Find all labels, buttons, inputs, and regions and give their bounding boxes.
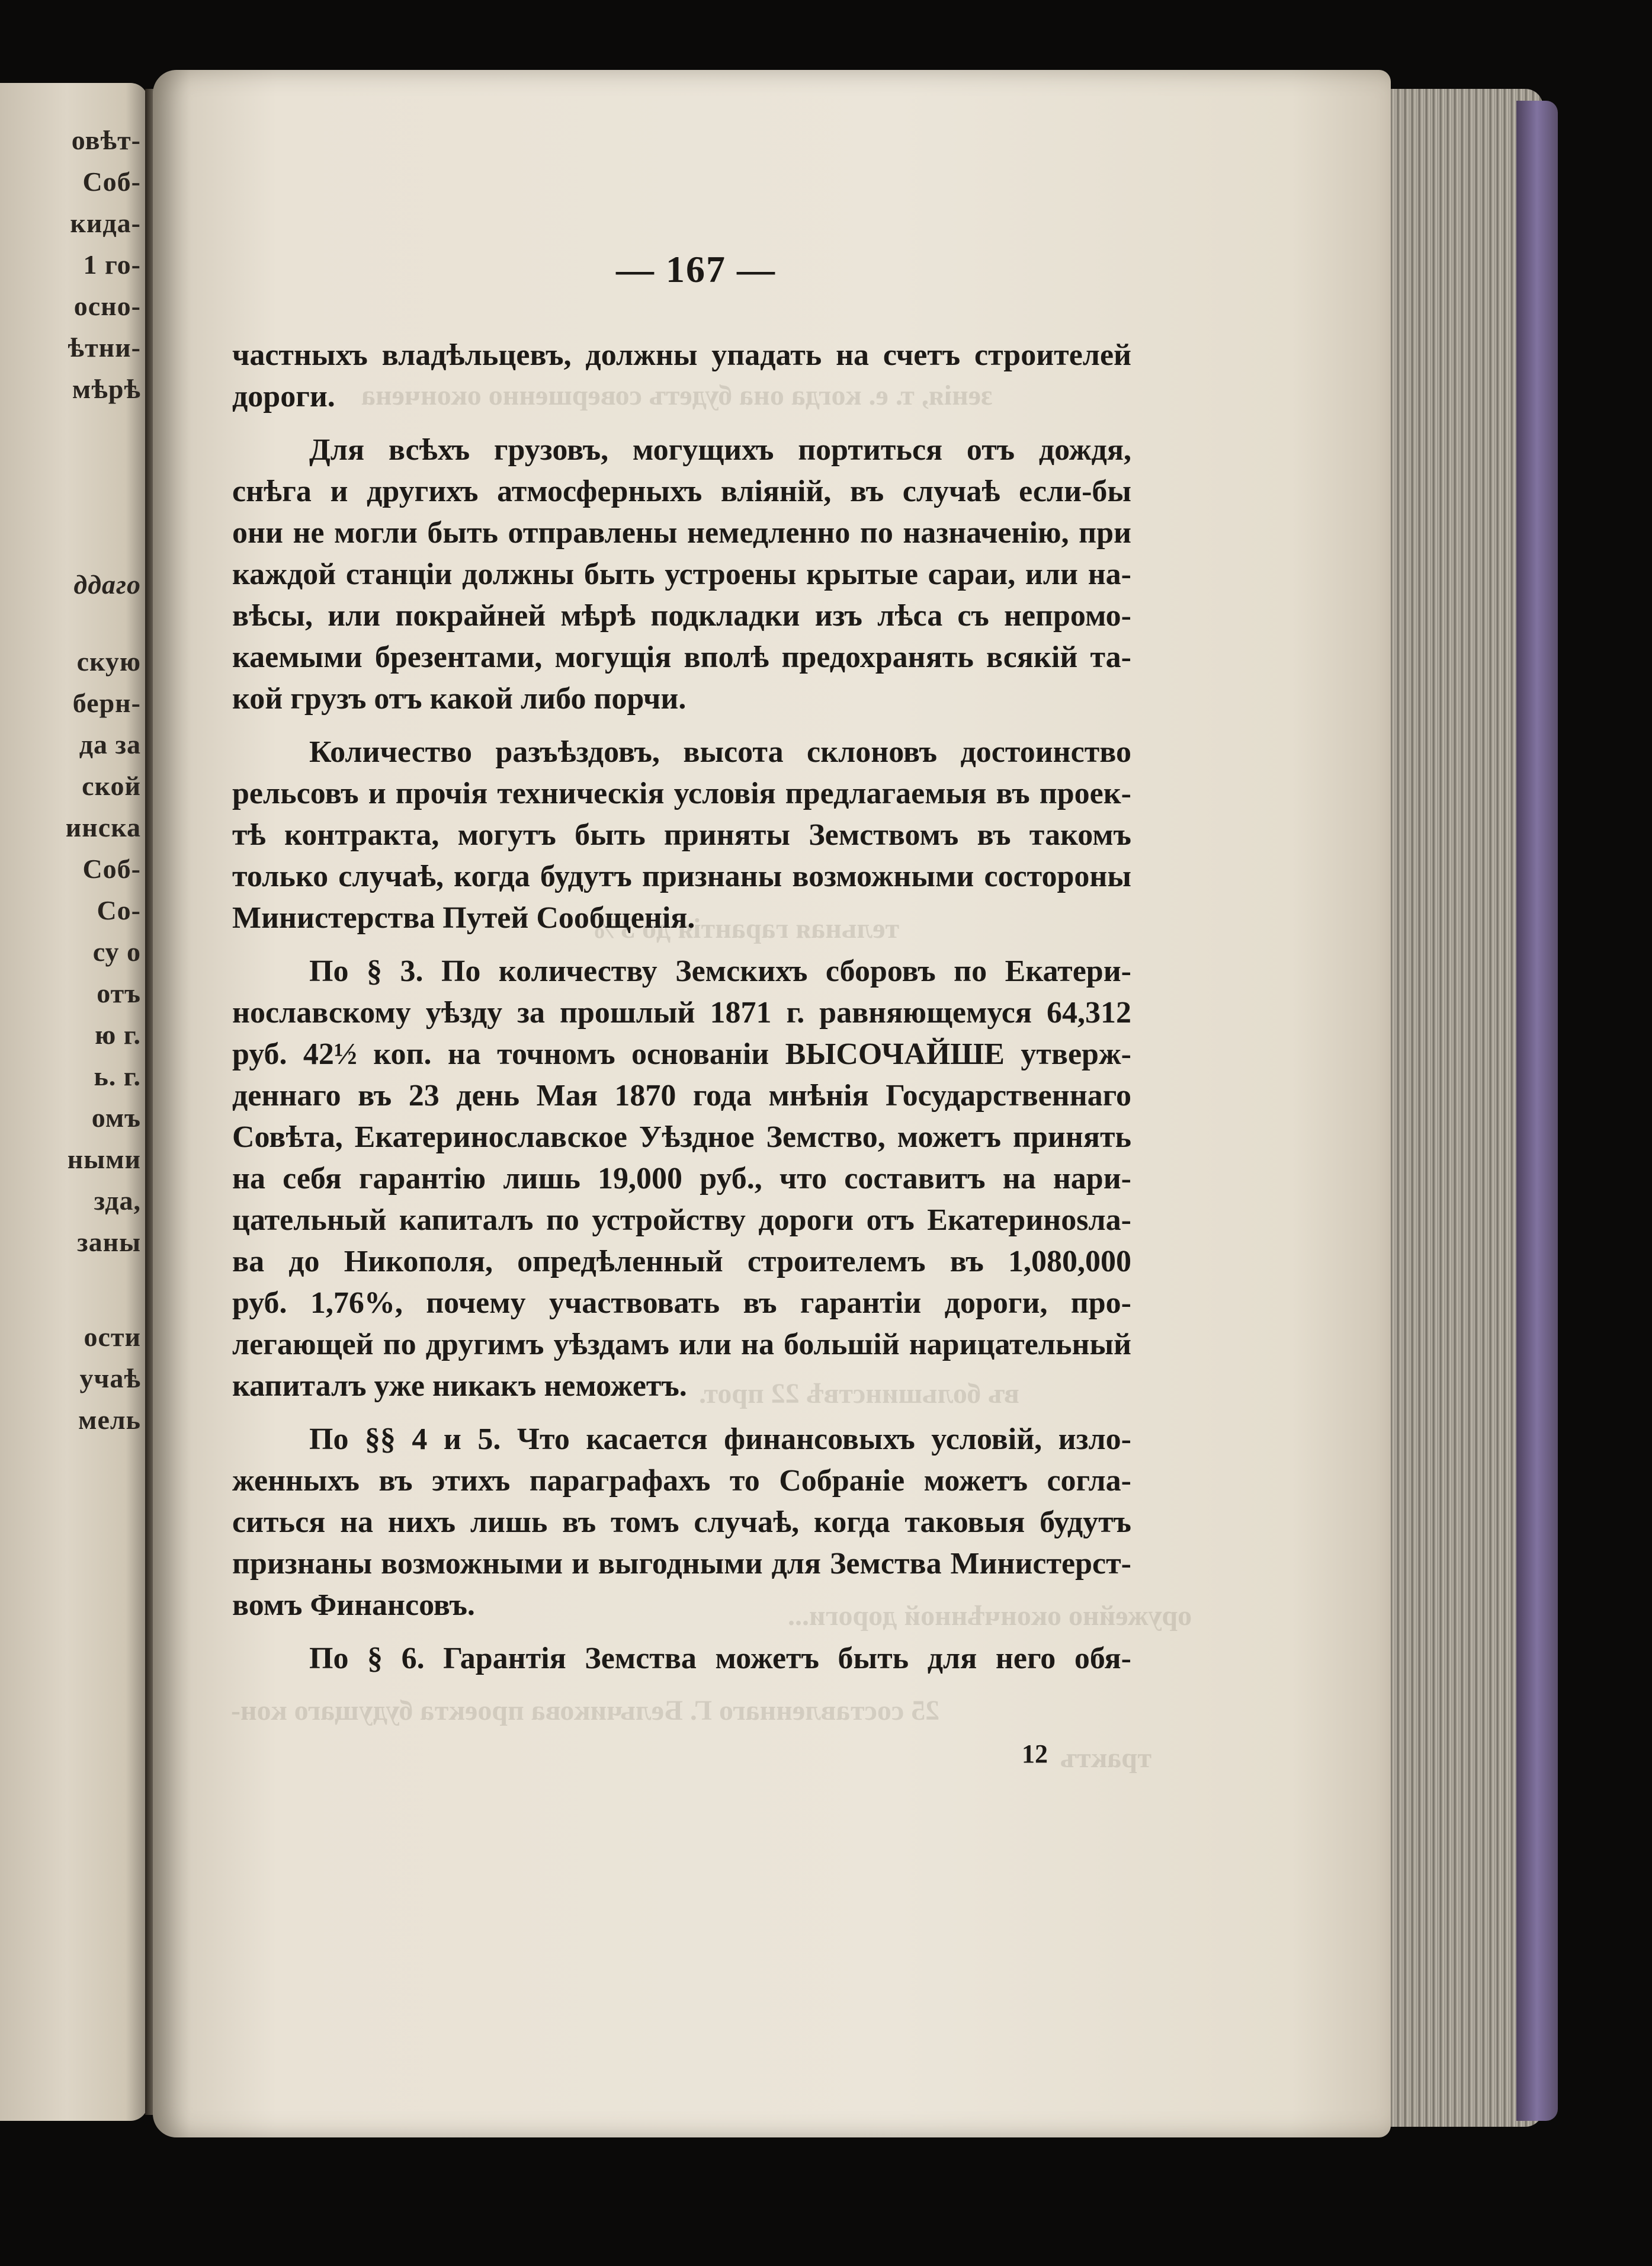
text-line: снѣга и другихъ атмосферныхъ вліяній, въ случаѣ если-бы bbox=[232, 475, 1131, 508]
text-line: капиталъ уже никакъ неможетъ. bbox=[232, 1369, 687, 1403]
bleed-through-line: тельная гарантія до 3% bbox=[592, 913, 900, 944]
text-line: Количество разъѣздовъ, высота склоновъ достоинство bbox=[309, 735, 1131, 769]
left-page-line: кида- bbox=[70, 208, 141, 238]
left-page-line: 1 го- bbox=[83, 249, 141, 280]
text-line: Для всѣхъ грузовъ, могущихъ портиться отъ дождя, bbox=[309, 433, 1131, 467]
text-line: тѣ контракта, могутъ быть приняты Земствомъ въ такомъ bbox=[232, 818, 1131, 852]
text-line: признаны возможными и выгодными для Земства Министерст- bbox=[232, 1547, 1131, 1581]
text-line: рельсовъ и прочія техническія условія предлагаемыя въ проек- bbox=[232, 777, 1131, 810]
left-page-line: осно- bbox=[73, 291, 141, 321]
book-cover-edge bbox=[1516, 101, 1558, 2121]
left-page-line: зда, bbox=[94, 1185, 141, 1216]
left-page-line: омъ bbox=[91, 1102, 141, 1133]
text-line: деннаго въ 23 день Мая 1870 года мнѣнія Государственнаго bbox=[232, 1079, 1131, 1113]
left-page-line: да за bbox=[79, 729, 141, 759]
left-page-line: овѣт- bbox=[71, 125, 141, 155]
left-page-line: берн- bbox=[72, 688, 141, 718]
left-page-line: мѣрѣ bbox=[72, 374, 141, 404]
text-line: ва до Никополя, опредѣленный строителемъ въ 1,080,000 bbox=[232, 1245, 1131, 1278]
text-line: руб. 42½ коп. на точномъ основаніи ВЫСОЧАЙШЕ утверж- bbox=[232, 1037, 1131, 1071]
left-page-line: ддаго bbox=[73, 569, 141, 600]
text-line: кой грузъ отъ какой либо порчи. bbox=[232, 682, 687, 716]
left-page-line: Со- bbox=[97, 895, 141, 925]
bleed-through-line: оружейно окончѣнной дороги... bbox=[788, 1600, 1192, 1632]
text-line: По § 3. По количеству Земскихъ сборовъ по Екатери- bbox=[309, 954, 1131, 988]
text-line: легающей по другимъ уѣздамъ или на большій нарицательный bbox=[232, 1328, 1131, 1361]
text-line: частныхъ владѣльцевъ, должны упадать на счетъ строителей bbox=[232, 338, 1131, 372]
left-page-line: Соб- bbox=[82, 166, 141, 197]
text-line: только случаѣ, когда будутъ признаны возможными состороны bbox=[232, 860, 1131, 893]
left-page-line: ными bbox=[67, 1144, 141, 1174]
text-line: руб. 1,76%, почему участвовать въ гарантіи дороги, про- bbox=[232, 1286, 1131, 1320]
left-page-line: учаѣ bbox=[79, 1363, 141, 1393]
left-page-line: су о bbox=[92, 937, 141, 967]
left-page-line: Соб- bbox=[82, 854, 141, 884]
text-line: вомъ Финансовъ. bbox=[232, 1588, 475, 1622]
text-line: цательный капиталъ по устройству дороги отъ Екатеринosла- bbox=[232, 1203, 1131, 1237]
left-page-line: ь. г. bbox=[94, 1061, 141, 1091]
text-line: дороги. bbox=[232, 380, 335, 414]
left-page-line: инска bbox=[65, 812, 141, 842]
left-page-line: ости bbox=[84, 1322, 141, 1352]
text-line: Совѣта, Екатеринославское Уѣздное Земство, можетъ принять bbox=[232, 1120, 1131, 1154]
left-page-line: заны bbox=[77, 1227, 141, 1257]
signature-mark: 12 bbox=[1022, 1739, 1048, 1768]
text-line: Министерства Путей Сообщенія. bbox=[232, 901, 695, 935]
text-line: каемыми брезентами, могущія вполѣ предохранять всякій та- bbox=[232, 640, 1131, 674]
left-page-line: мель bbox=[78, 1405, 141, 1435]
left-page-line: ю г. bbox=[95, 1020, 141, 1050]
left-page-line: скую bbox=[76, 646, 141, 677]
bleed-through-line: зенія, т. е. когда она будетъ совершенно окончена bbox=[361, 380, 993, 411]
text-line: на себя гарантію лишь 19,000 руб., что составитъ на нари- bbox=[232, 1162, 1131, 1196]
text-line: По §§ 4 и 5. Что касается финансовыхъ условій, изло- bbox=[309, 1422, 1131, 1456]
text-line: ситься на нихъ лишь въ томъ случаѣ, когда таковыя будутъ bbox=[232, 1505, 1131, 1539]
text-line: По § 6. Гарантія Земства можетъ быть для него обя- bbox=[309, 1642, 1131, 1675]
text-line: каждой станціи должны быть устроены крытые сараи, или на- bbox=[232, 557, 1131, 591]
left-page-line: отъ bbox=[97, 978, 141, 1008]
page-number: — 167 — bbox=[616, 248, 776, 290]
left-facing-page bbox=[0, 83, 148, 2121]
text-line: они не могли быть отправлены немедленно по назначенію, при bbox=[232, 516, 1131, 550]
bleed-through-line: трактъ bbox=[1060, 1742, 1152, 1774]
text-line: вѣсы, или покрайней мѣрѣ подкладки изъ лѣса съ непромо- bbox=[232, 599, 1131, 633]
text-line: нославскому уѣзду за прошлый 1871 г. равняющемуся 64,312 bbox=[232, 996, 1131, 1030]
left-page-line: ѣтни- bbox=[68, 332, 141, 363]
bleed-through-line: 25 составленнаго Г. Бельчикова проекта будущаго кон- bbox=[231, 1695, 940, 1726]
left-page-line: ской bbox=[82, 771, 141, 801]
text-line: женныхъ въ этихъ параграфахъ то Собраніе можетъ согла- bbox=[232, 1464, 1131, 1498]
bleed-through-line: въ большинствѣ 22 прот. bbox=[699, 1378, 1019, 1409]
